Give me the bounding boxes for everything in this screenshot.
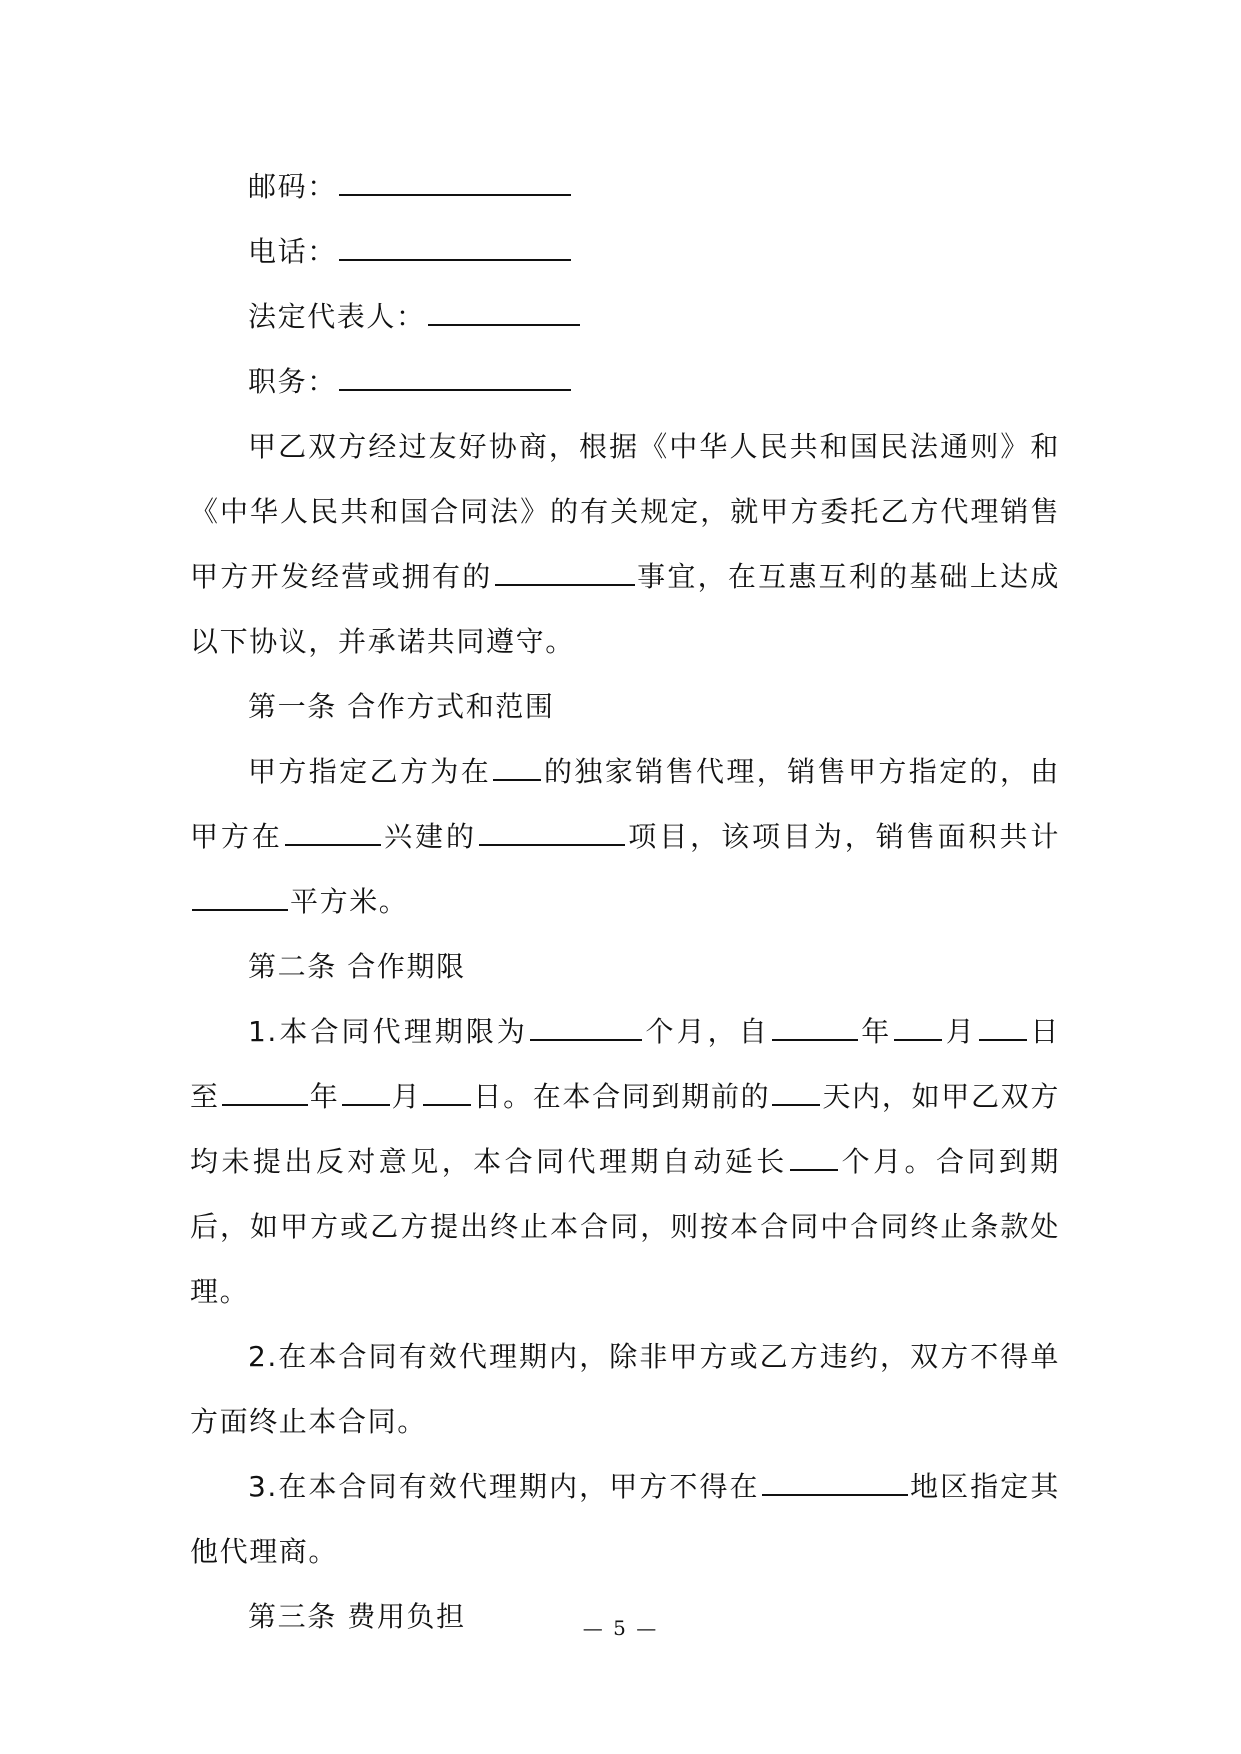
clause1-text-6: 年 [309, 1080, 340, 1113]
article1-text-2: 的独家销售代理，销售甲方指定的，由甲方在 [190, 755, 1060, 853]
clause3-text-1: 3.在本合同有效代理期内，甲方不得在 [248, 1470, 760, 1503]
clause1-text-2: 个月，自 [644, 1015, 770, 1048]
article2-clause-3 [190, 1454, 1060, 1584]
phone-blank[interactable] [339, 237, 571, 261]
intro-paragraph [190, 414, 1060, 674]
article2-heading: 第二条 合作期限 [248, 950, 466, 983]
page-number: — 5 — [582, 1616, 659, 1640]
property-blank[interactable] [495, 562, 635, 586]
position-field [190, 349, 1060, 414]
article1-paragraph [190, 739, 1060, 934]
region-blank[interactable] [493, 757, 541, 781]
legal-rep-label: 法定代表人： [248, 300, 426, 333]
exclusive-region-blank[interactable] [762, 1472, 908, 1496]
clause1-text-10: 个月。合同到期后，如甲方或乙方提出终止本合同，则按本合同中合同终止条款处理。 [190, 1145, 1060, 1308]
intro-text-1: 甲乙双方经过友好协商，根据《中华人民共和国民法通则》和《中华人民共和国合同法》的有关规定，就甲方委托乙方代理销售甲方开发经营或拥有的 [190, 430, 1060, 593]
legal-rep-field [190, 284, 1060, 349]
article2-clause-2: 2.在本合同有效代理期内，除非甲方或乙方违约，双方不得单方面终止本合同。 [190, 1340, 1060, 1438]
notice-days-blank[interactable] [772, 1082, 820, 1106]
article1-text-3: 兴建的 [382, 820, 477, 853]
article1-text-5: 平方米。 [290, 885, 409, 918]
extension-months-blank[interactable] [790, 1147, 838, 1171]
postcode-blank[interactable] [339, 172, 571, 196]
clause1-text-8: 日。在本合同到期前的 [473, 1080, 771, 1113]
clause1-text-1: 1.本合同代理期限为 [248, 1015, 529, 1048]
article1-heading: 第一条 合作方式和范围 [248, 690, 555, 723]
clause1-text-9: 天内，如甲乙双方均未提出反对意见，本合同代理期自动延长 [190, 1080, 1060, 1178]
position-blank[interactable] [339, 367, 571, 391]
location-blank[interactable] [285, 822, 381, 846]
end-day-blank[interactable] [423, 1082, 471, 1106]
project-blank[interactable] [479, 822, 625, 846]
clause1-text-5: 日至 [190, 1015, 1060, 1113]
clause1-text-7: 月 [391, 1080, 422, 1113]
article1-text-1: 甲方指定乙方为在 [248, 755, 492, 788]
area-blank[interactable] [192, 887, 288, 911]
position-label: 职务： [248, 365, 337, 398]
clause1-text-4: 月 [944, 1015, 977, 1048]
phone-label: 电话： [248, 235, 337, 268]
article2-clause-1 [190, 999, 1060, 1324]
legal-rep-blank[interactable] [428, 302, 580, 326]
postcode-label: 邮码： [248, 170, 337, 203]
article3-heading: 第三条 费用负担 [248, 1600, 466, 1633]
document-body [190, 154, 1060, 1649]
start-day-blank[interactable] [979, 1017, 1027, 1041]
term-months-blank[interactable] [530, 1017, 642, 1041]
clause1-text-3: 年 [859, 1015, 893, 1048]
phone-field [190, 219, 1060, 284]
start-month-blank[interactable] [894, 1017, 942, 1041]
start-year-blank[interactable] [772, 1017, 858, 1041]
clause3-text-2: 地区指定其他代理商。 [190, 1470, 1060, 1568]
postcode-field [190, 154, 1060, 219]
end-month-blank[interactable] [342, 1082, 390, 1106]
intro-text-2: 事宜，在互惠互利的基础上达成以下协议，并承诺共同遵守。 [190, 560, 1060, 658]
end-year-blank[interactable] [222, 1082, 308, 1106]
article1-text-4: 项目，该项目为，销售面积共计 [626, 820, 1060, 853]
